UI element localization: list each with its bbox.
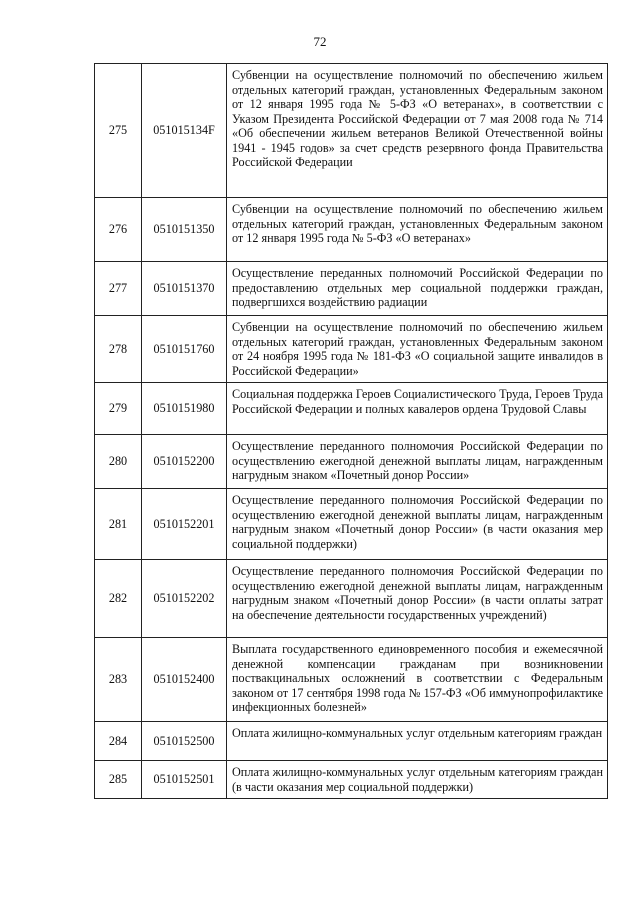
- budget-code: 0510152500: [142, 722, 227, 761]
- table-row: [95, 198, 608, 262]
- table-row: [95, 383, 608, 435]
- row-number: 285: [95, 761, 142, 799]
- budget-code: 0510152201: [142, 489, 227, 560]
- row-number: 284: [95, 722, 142, 761]
- row-description: Субвенции на осуществление полномочий по обеспечению жильем отдельных категорий граждан, установленных Федеральным законом от 12 января 1995 года № 5-ФЗ «О ветеранах», в соответствии с Указом Президента Российской Федерации от 7 мая 2008 года № 714 «Об обеспечении жильем ветеранов Великой Отечественной войны 1941 - 1945 годов» за счет средств резервного фонда Правительства Российской Федерации: [227, 64, 608, 198]
- row-number: 278: [95, 316, 142, 383]
- row-number: 276: [95, 198, 142, 262]
- row-number: 279: [95, 383, 142, 435]
- page-number: 72: [313, 34, 327, 49]
- row-description: Выплата государственного единовременного пособия и ежемесячной денежной компенсации гражданам при возникновении поствакцинальных осложнений в соответствии с Федеральным законом от 17 сентября 1998 года № 157-ФЗ «Об иммунопрофилактике инфекционных болезней»: [227, 638, 608, 722]
- row-description: Субвенции на осуществление полномочий по обеспечению жильем отдельных категорий граждан, установленных Федеральным законом от 24 ноября 1995 года № 181-ФЗ «О социальной защите инвалидов в Российской Федерации»: [227, 316, 608, 383]
- budget-code-table: [94, 63, 608, 799]
- row-description: Осуществление переданного полномочия Российской Федерации по осуществлению ежегодной денежной выплаты лицам, награжденным нагрудным знаком «Почетный донор России» (в части оплаты затрат на обеспечение деятельности государственных учреждений): [227, 560, 608, 638]
- row-number: 281: [95, 489, 142, 560]
- row-description: Осуществление переданного полномочия Российской Федерации по осуществлению ежегодной денежной выплаты лицам, награжденным нагрудным знаком «Почетный донор России» (в части оказания мер социальной поддержки): [227, 489, 608, 560]
- row-number: 280: [95, 435, 142, 489]
- row-description: Субвенции на осуществление полномочий по обеспечению жильем отдельных категорий граждан, установленных Федеральным законом от 12 января 1995 года № 5-ФЗ «О ветеранах»: [227, 198, 608, 262]
- budget-code: 0510151370: [142, 262, 227, 316]
- budget-code: 0510152501: [142, 761, 227, 799]
- budget-code: 0510151760: [142, 316, 227, 383]
- table-row: [95, 489, 608, 560]
- budget-code: 0510152202: [142, 560, 227, 638]
- row-description: Осуществление переданного полномочия Российской Федерации по осуществлению ежегодной денежной выплаты лицам, награжденным нагрудным знаком «Почетный донор России»: [227, 435, 608, 489]
- table-row: [95, 316, 608, 383]
- table-row: [95, 64, 608, 198]
- budget-code: 0510152400: [142, 638, 227, 722]
- row-description: Социальная поддержка Героев Социалистического Труда, Героев Труда Российской Федерации и полных кавалеров ордена Трудовой Славы: [227, 383, 608, 435]
- table-row: [95, 761, 608, 799]
- budget-code: 051015134F: [142, 64, 227, 198]
- table-row: [95, 435, 608, 489]
- row-description: Оплата жилищно-коммунальных услуг отдельным категориям граждан (в части оказания мер социальной поддержки): [227, 761, 608, 799]
- row-description: Осуществление переданных полномочий Российской Федерации по предоставлению отдельных мер социальной поддержки граждан, подвергшихся воздействию радиации: [227, 262, 608, 316]
- budget-code: 0510152200: [142, 435, 227, 489]
- table-row: [95, 722, 608, 761]
- row-number: 282: [95, 560, 142, 638]
- row-number: 275: [95, 64, 142, 198]
- table-row: [95, 262, 608, 316]
- budget-code: 0510151980: [142, 383, 227, 435]
- row-description: Оплата жилищно-коммунальных услуг отдельным категориям граждан: [227, 722, 608, 761]
- table-row: [95, 560, 608, 638]
- budget-code: 0510151350: [142, 198, 227, 262]
- table-row: [95, 638, 608, 722]
- row-number: 277: [95, 262, 142, 316]
- row-number: 283: [95, 638, 142, 722]
